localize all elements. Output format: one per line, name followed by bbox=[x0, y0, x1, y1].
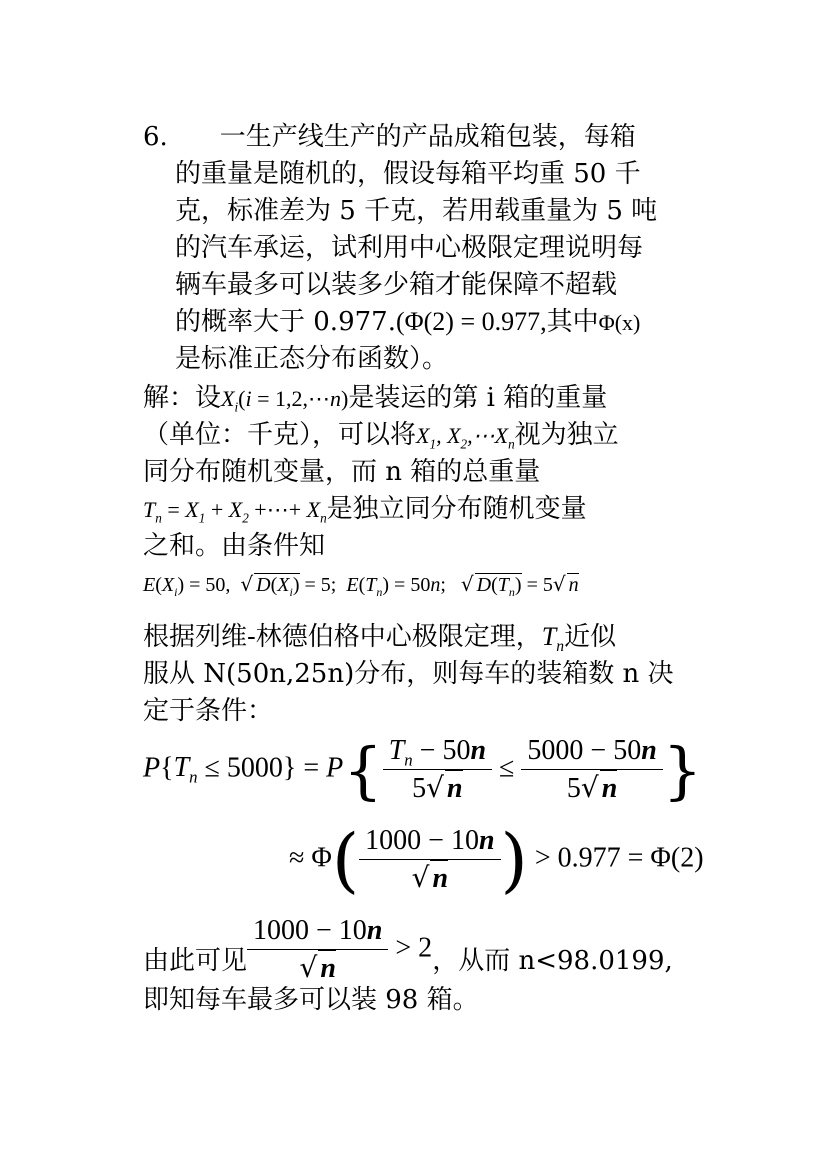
solution-l2-a: （单位：千克），可以将 bbox=[143, 420, 417, 450]
phi-note-mid: 其中 bbox=[546, 307, 599, 337]
solution-l6: 根据列维-林德伯格中心极限定理， bbox=[143, 622, 542, 652]
x-seq: $X_1$, $X_2,\cdots X_n$ bbox=[416, 423, 515, 452]
conclusion-line-2: 即知每车最多可以装 98 箱。 bbox=[143, 985, 479, 1015]
xi-def: $X_i$ bbox=[221, 386, 239, 415]
phi-note: (Φ(2) = 0.977, bbox=[395, 307, 547, 336]
phi-x: Φ(x) bbox=[598, 310, 641, 335]
problem-line-6 bbox=[175, 305, 640, 340]
solution-line-5: 之和。由条件知 bbox=[143, 531, 326, 561]
tn-sum: $T_n = X_1 + X_2$ +⋯+ $X_n$ bbox=[143, 497, 327, 526]
solution-l2-b: 视为独立 bbox=[514, 420, 619, 450]
solution-line-3: 同分布随机变量，而 n 箱的总重量 bbox=[143, 457, 541, 487]
probability-equation-2: ≈ Φ( $\frac{1000 - 10n}{√ n}$ ) > 0.977 = Φ(2) bbox=[289, 819, 704, 901]
solution-l6-b: 近似 bbox=[564, 622, 617, 652]
moments-equation: $E(X_i) = 50$, √ $D(X_i) = 5$; $E(T_n) = 50n$; √ $D(T_n) = 5√$ n bbox=[143, 572, 579, 599]
solution-l4-b: 是独立同分布随机变量 bbox=[326, 494, 587, 524]
tn-symbol: $T_n$ bbox=[541, 622, 565, 656]
solution-line-1 bbox=[143, 381, 607, 416]
solution-l1-a: 解：设 bbox=[143, 383, 222, 413]
problem-line-1: 6. 一生产线生产的产品成箱包装，每箱 bbox=[143, 122, 636, 152]
problem-line-3: 克，标准差为 5 千克，若用载重量为 5 吨 bbox=[175, 196, 658, 226]
problem-line-4: 的汽车承运，试利用中心极限定理说明每 bbox=[175, 233, 644, 263]
inequality-fraction: $\frac{1000 - 10n}{√ n}$ > 2 bbox=[247, 913, 432, 987]
conclusion-c1: 由此可见 bbox=[143, 946, 248, 976]
solution-l1-b: 是装运的第 i 箱的重量 bbox=[348, 383, 608, 413]
probability-equation-1: $P\{T_n \le 5000\} = P${ $\frac{T_n - 50n}{5√ n}$ ≤ $\frac{5000 - 50n}{5√ n}$ } bbox=[143, 733, 703, 807]
solution-line-7: 服从 N(50n,25n)分布，则每车的装箱数 n 决 bbox=[143, 659, 674, 689]
problem-line-6-text: 的概率大于 0.977. bbox=[175, 307, 396, 337]
solution-line-2 bbox=[143, 418, 619, 453]
problem-line-2: 的重量是随机的，假设每箱平均重 50 千 bbox=[175, 159, 641, 189]
solution-line-6 bbox=[143, 620, 616, 654]
conclusion-c2: ，从而 n<98.0199, bbox=[432, 946, 673, 976]
index-range: (i = 1,2,⋯n) bbox=[238, 386, 349, 411]
problem-line-5: 辆车最多可以装多少箱才能保障不超载 bbox=[175, 270, 618, 300]
solution-line-4 bbox=[143, 492, 587, 527]
solution-line-8: 定于条件： bbox=[143, 696, 274, 726]
problem-line-7: 是标准正态分布函数）。 bbox=[175, 344, 449, 374]
